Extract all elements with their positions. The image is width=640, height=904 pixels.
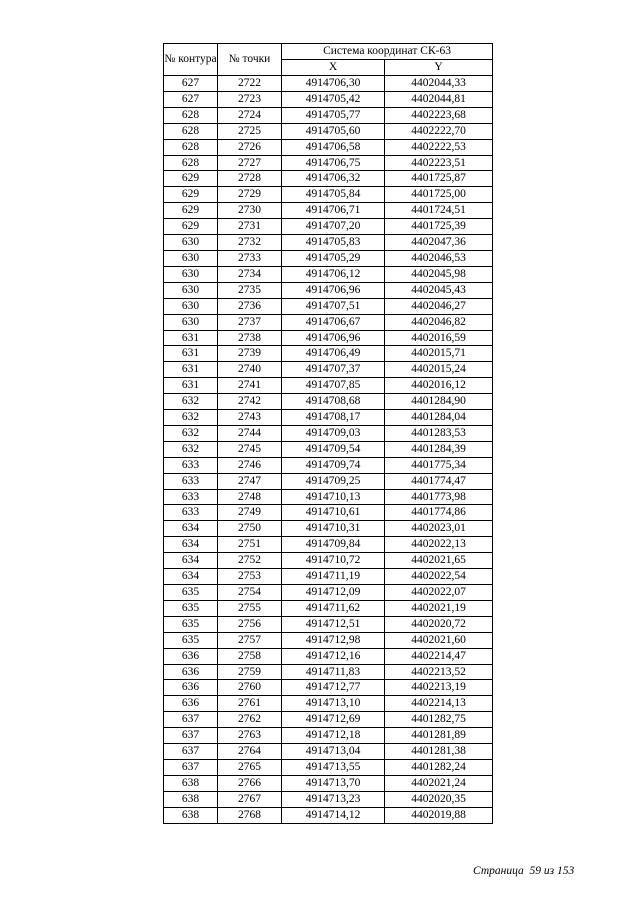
y-coordinate-cell: 4402213,19 xyxy=(385,680,493,696)
table-row xyxy=(164,696,493,712)
point-cell: 2736 xyxy=(218,298,282,314)
x-coordinate-cell: 4914712,77 xyxy=(282,680,385,696)
x-coordinate-cell: 4914711,19 xyxy=(282,569,385,585)
x-coordinate-cell: 4914713,04 xyxy=(282,744,385,760)
table-row xyxy=(164,441,493,457)
table-row xyxy=(164,664,493,680)
contour-cell: 635 xyxy=(164,585,218,601)
contour-cell: 636 xyxy=(164,680,218,696)
page-label: Страница xyxy=(473,865,524,877)
x-coordinate-cell: 4914711,83 xyxy=(282,664,385,680)
point-cell: 2754 xyxy=(218,585,282,601)
x-coordinate-cell: 4914709,84 xyxy=(282,537,385,553)
header-point-number: № точки xyxy=(218,44,282,76)
table-row xyxy=(164,648,493,664)
point-cell: 2735 xyxy=(218,282,282,298)
x-coordinate-cell: 4914707,51 xyxy=(282,298,385,314)
contour-cell: 628 xyxy=(164,123,218,139)
contour-cell: 629 xyxy=(164,203,218,219)
point-cell: 2768 xyxy=(218,807,282,823)
y-coordinate-cell: 4401284,04 xyxy=(385,410,493,426)
y-coordinate-cell: 4402023,01 xyxy=(385,521,493,537)
y-coordinate-cell: 4402222,53 xyxy=(385,139,493,155)
y-coordinate-cell: 4401774,86 xyxy=(385,505,493,521)
contour-cell: 632 xyxy=(164,394,218,410)
y-coordinate-cell: 4402223,51 xyxy=(385,155,493,171)
contour-cell: 630 xyxy=(164,298,218,314)
table-row xyxy=(164,139,493,155)
table-row xyxy=(164,298,493,314)
table-row xyxy=(164,282,493,298)
table-row xyxy=(164,632,493,648)
x-coordinate-cell: 4914706,58 xyxy=(282,139,385,155)
header-coordinate-system: Система координат СК-63 xyxy=(282,44,493,60)
x-coordinate-cell: 4914708,17 xyxy=(282,410,385,426)
contour-cell: 633 xyxy=(164,473,218,489)
contour-cell: 630 xyxy=(164,314,218,330)
x-coordinate-cell: 4914712,09 xyxy=(282,585,385,601)
point-cell: 2731 xyxy=(218,219,282,235)
x-coordinate-cell: 4914707,85 xyxy=(282,378,385,394)
y-coordinate-cell: 4402015,24 xyxy=(385,362,493,378)
x-coordinate-cell: 4914712,98 xyxy=(282,632,385,648)
x-coordinate-cell: 4914706,32 xyxy=(282,171,385,187)
contour-cell: 633 xyxy=(164,457,218,473)
table-row xyxy=(164,489,493,505)
x-coordinate-cell: 4914705,29 xyxy=(282,250,385,266)
point-cell: 2724 xyxy=(218,107,282,123)
y-coordinate-cell: 4402047,36 xyxy=(385,235,493,251)
contour-cell: 633 xyxy=(164,505,218,521)
y-coordinate-cell: 4401774,47 xyxy=(385,473,493,489)
table-row xyxy=(164,521,493,537)
x-coordinate-cell: 4914710,61 xyxy=(282,505,385,521)
x-coordinate-cell: 4914710,72 xyxy=(282,553,385,569)
x-coordinate-cell: 4914707,20 xyxy=(282,219,385,235)
contour-cell: 628 xyxy=(164,155,218,171)
table-row xyxy=(164,553,493,569)
table-row xyxy=(164,91,493,107)
contour-cell: 636 xyxy=(164,696,218,712)
x-coordinate-cell: 4914706,12 xyxy=(282,266,385,282)
contour-cell: 635 xyxy=(164,632,218,648)
table-row xyxy=(164,219,493,235)
page-of-label: из xyxy=(543,865,555,877)
table-row xyxy=(164,203,493,219)
y-coordinate-cell: 4401281,89 xyxy=(385,728,493,744)
point-cell: 2743 xyxy=(218,410,282,426)
y-coordinate-cell: 4401282,24 xyxy=(385,759,493,775)
contour-cell: 635 xyxy=(164,616,218,632)
point-cell: 2730 xyxy=(218,203,282,219)
y-coordinate-cell: 4402021,19 xyxy=(385,600,493,616)
y-coordinate-cell: 4402222,70 xyxy=(385,123,493,139)
point-cell: 2738 xyxy=(218,330,282,346)
x-coordinate-cell: 4914710,13 xyxy=(282,489,385,505)
table-row xyxy=(164,759,493,775)
contour-cell: 629 xyxy=(164,219,218,235)
y-coordinate-cell: 4402016,59 xyxy=(385,330,493,346)
y-coordinate-cell: 4402021,65 xyxy=(385,553,493,569)
contour-cell: 627 xyxy=(164,91,218,107)
y-coordinate-cell: 4401284,39 xyxy=(385,441,493,457)
x-coordinate-cell: 4914705,84 xyxy=(282,187,385,203)
point-cell: 2741 xyxy=(218,378,282,394)
y-coordinate-cell: 4402020,72 xyxy=(385,616,493,632)
point-cell: 2763 xyxy=(218,728,282,744)
table-row xyxy=(164,585,493,601)
y-coordinate-cell: 4402046,82 xyxy=(385,314,493,330)
y-coordinate-cell: 4402046,27 xyxy=(385,298,493,314)
point-cell: 2747 xyxy=(218,473,282,489)
y-coordinate-cell: 4402022,54 xyxy=(385,569,493,585)
contour-cell: 631 xyxy=(164,346,218,362)
table-row xyxy=(164,394,493,410)
x-coordinate-cell: 4914712,51 xyxy=(282,616,385,632)
y-coordinate-cell: 4402214,13 xyxy=(385,696,493,712)
x-coordinate-cell: 4914705,42 xyxy=(282,91,385,107)
y-coordinate-cell: 4402022,13 xyxy=(385,537,493,553)
y-coordinate-cell: 4402223,68 xyxy=(385,107,493,123)
contour-cell: 630 xyxy=(164,250,218,266)
contour-cell: 636 xyxy=(164,648,218,664)
contour-cell: 634 xyxy=(164,521,218,537)
table-row xyxy=(164,378,493,394)
table-row xyxy=(164,346,493,362)
x-coordinate-cell: 4914709,54 xyxy=(282,441,385,457)
point-cell: 2729 xyxy=(218,187,282,203)
x-coordinate-cell: 4914712,69 xyxy=(282,712,385,728)
table-row xyxy=(164,266,493,282)
x-coordinate-cell: 4914713,70 xyxy=(282,775,385,791)
point-cell: 2764 xyxy=(218,744,282,760)
contour-cell: 638 xyxy=(164,791,218,807)
table-row xyxy=(164,314,493,330)
table-row xyxy=(164,330,493,346)
contour-cell: 629 xyxy=(164,171,218,187)
contour-cell: 637 xyxy=(164,759,218,775)
table-row xyxy=(164,473,493,489)
point-cell: 2742 xyxy=(218,394,282,410)
point-cell: 2750 xyxy=(218,521,282,537)
point-cell: 2758 xyxy=(218,648,282,664)
contour-cell: 628 xyxy=(164,107,218,123)
y-coordinate-cell: 4402015,71 xyxy=(385,346,493,362)
point-cell: 2762 xyxy=(218,712,282,728)
y-coordinate-cell: 4401283,53 xyxy=(385,425,493,441)
point-cell: 2722 xyxy=(218,76,282,92)
header-x: X xyxy=(282,60,385,76)
contour-cell: 630 xyxy=(164,266,218,282)
y-coordinate-cell: 4402214,47 xyxy=(385,648,493,664)
x-coordinate-cell: 4914706,96 xyxy=(282,282,385,298)
table-row xyxy=(164,537,493,553)
x-coordinate-cell: 4914706,49 xyxy=(282,346,385,362)
table-row xyxy=(164,744,493,760)
x-coordinate-cell: 4914710,31 xyxy=(282,521,385,537)
y-coordinate-cell: 4402021,60 xyxy=(385,632,493,648)
table-row xyxy=(164,680,493,696)
y-coordinate-cell: 4401725,39 xyxy=(385,219,493,235)
table-row xyxy=(164,250,493,266)
y-coordinate-cell: 4402044,33 xyxy=(385,76,493,92)
contour-cell: 631 xyxy=(164,378,218,394)
point-cell: 2744 xyxy=(218,425,282,441)
point-cell: 2734 xyxy=(218,266,282,282)
y-coordinate-cell: 4402022,07 xyxy=(385,585,493,601)
x-coordinate-cell: 4914713,55 xyxy=(282,759,385,775)
table-row xyxy=(164,187,493,203)
point-cell: 2756 xyxy=(218,616,282,632)
y-coordinate-cell: 4401724,51 xyxy=(385,203,493,219)
table-row xyxy=(164,362,493,378)
point-cell: 2739 xyxy=(218,346,282,362)
page-footer xyxy=(473,865,574,877)
contour-cell: 638 xyxy=(164,807,218,823)
contour-cell: 636 xyxy=(164,664,218,680)
contour-cell: 631 xyxy=(164,330,218,346)
contour-cell: 631 xyxy=(164,362,218,378)
point-cell: 2766 xyxy=(218,775,282,791)
contour-cell: 638 xyxy=(164,775,218,791)
point-cell: 2745 xyxy=(218,441,282,457)
x-coordinate-cell: 4914712,18 xyxy=(282,728,385,744)
x-coordinate-cell: 4914709,25 xyxy=(282,473,385,489)
y-coordinate-cell: 4402021,24 xyxy=(385,775,493,791)
x-coordinate-cell: 4914708,68 xyxy=(282,394,385,410)
point-cell: 2725 xyxy=(218,123,282,139)
table-row xyxy=(164,123,493,139)
table-row xyxy=(164,171,493,187)
point-cell: 2757 xyxy=(218,632,282,648)
x-coordinate-cell: 4914712,16 xyxy=(282,648,385,664)
contour-cell: 632 xyxy=(164,410,218,426)
table-row xyxy=(164,807,493,823)
contour-cell: 630 xyxy=(164,235,218,251)
x-coordinate-cell: 4914709,03 xyxy=(282,425,385,441)
contour-cell: 634 xyxy=(164,569,218,585)
point-cell: 2749 xyxy=(218,505,282,521)
header-y: Y xyxy=(385,60,493,76)
contour-cell: 629 xyxy=(164,187,218,203)
point-cell: 2746 xyxy=(218,457,282,473)
contour-cell: 634 xyxy=(164,537,218,553)
x-coordinate-cell: 4914706,71 xyxy=(282,203,385,219)
table-row xyxy=(164,791,493,807)
y-coordinate-cell: 4402019,88 xyxy=(385,807,493,823)
table-row xyxy=(164,410,493,426)
x-coordinate-cell: 4914706,75 xyxy=(282,155,385,171)
page-number: 59 xyxy=(529,865,541,877)
point-cell: 2732 xyxy=(218,235,282,251)
x-coordinate-cell: 4914705,77 xyxy=(282,107,385,123)
y-coordinate-cell: 4402045,43 xyxy=(385,282,493,298)
y-coordinate-cell: 4402020,35 xyxy=(385,791,493,807)
contour-cell: 634 xyxy=(164,553,218,569)
point-cell: 2728 xyxy=(218,171,282,187)
point-cell: 2726 xyxy=(218,139,282,155)
point-cell: 2740 xyxy=(218,362,282,378)
y-coordinate-cell: 4401281,38 xyxy=(385,744,493,760)
coordinates-table xyxy=(163,43,493,824)
x-coordinate-cell: 4914705,60 xyxy=(282,123,385,139)
table-row xyxy=(164,457,493,473)
x-coordinate-cell: 4914706,30 xyxy=(282,76,385,92)
table-row xyxy=(164,107,493,123)
point-cell: 2767 xyxy=(218,791,282,807)
table-row xyxy=(164,505,493,521)
point-cell: 2753 xyxy=(218,569,282,585)
x-coordinate-cell: 4914713,23 xyxy=(282,791,385,807)
table-row xyxy=(164,600,493,616)
contour-cell: 628 xyxy=(164,139,218,155)
point-cell: 2748 xyxy=(218,489,282,505)
point-cell: 2759 xyxy=(218,664,282,680)
x-coordinate-cell: 4914705,83 xyxy=(282,235,385,251)
point-cell: 2761 xyxy=(218,696,282,712)
x-coordinate-cell: 4914706,67 xyxy=(282,314,385,330)
y-coordinate-cell: 4402046,53 xyxy=(385,250,493,266)
table-row xyxy=(164,155,493,171)
point-cell: 2733 xyxy=(218,250,282,266)
table-row xyxy=(164,569,493,585)
point-cell: 2737 xyxy=(218,314,282,330)
table-row xyxy=(164,616,493,632)
y-coordinate-cell: 4401284,90 xyxy=(385,394,493,410)
contour-cell: 635 xyxy=(164,600,218,616)
y-coordinate-cell: 4401725,87 xyxy=(385,171,493,187)
point-cell: 2727 xyxy=(218,155,282,171)
x-coordinate-cell: 4914709,74 xyxy=(282,457,385,473)
y-coordinate-cell: 4402016,12 xyxy=(385,378,493,394)
y-coordinate-cell: 4402045,98 xyxy=(385,266,493,282)
contour-cell: 632 xyxy=(164,441,218,457)
point-cell: 2723 xyxy=(218,91,282,107)
contour-cell: 632 xyxy=(164,425,218,441)
table-row xyxy=(164,712,493,728)
y-coordinate-cell: 4401775,34 xyxy=(385,457,493,473)
contour-cell: 630 xyxy=(164,282,218,298)
y-coordinate-cell: 4402213,52 xyxy=(385,664,493,680)
page-total: 153 xyxy=(556,865,575,877)
x-coordinate-cell: 4914706,96 xyxy=(282,330,385,346)
contour-cell: 637 xyxy=(164,744,218,760)
point-cell: 2765 xyxy=(218,759,282,775)
table-row xyxy=(164,728,493,744)
table-row xyxy=(164,775,493,791)
contour-cell: 627 xyxy=(164,76,218,92)
y-coordinate-cell: 4401282,75 xyxy=(385,712,493,728)
contour-cell: 637 xyxy=(164,728,218,744)
point-cell: 2755 xyxy=(218,600,282,616)
x-coordinate-cell: 4914714,12 xyxy=(282,807,385,823)
table-row xyxy=(164,76,493,92)
y-coordinate-cell: 4402044,81 xyxy=(385,91,493,107)
contour-cell: 633 xyxy=(164,489,218,505)
table-header xyxy=(164,44,493,76)
point-cell: 2751 xyxy=(218,537,282,553)
point-cell: 2760 xyxy=(218,680,282,696)
x-coordinate-cell: 4914707,37 xyxy=(282,362,385,378)
x-coordinate-cell: 4914711,62 xyxy=(282,600,385,616)
point-cell: 2752 xyxy=(218,553,282,569)
x-coordinate-cell: 4914713,10 xyxy=(282,696,385,712)
y-coordinate-cell: 4401725,00 xyxy=(385,187,493,203)
table-row xyxy=(164,235,493,251)
table-row xyxy=(164,425,493,441)
contour-cell: 637 xyxy=(164,712,218,728)
header-contour-number: № контура xyxy=(164,44,218,76)
table-body xyxy=(164,76,493,824)
y-coordinate-cell: 4401773,98 xyxy=(385,489,493,505)
